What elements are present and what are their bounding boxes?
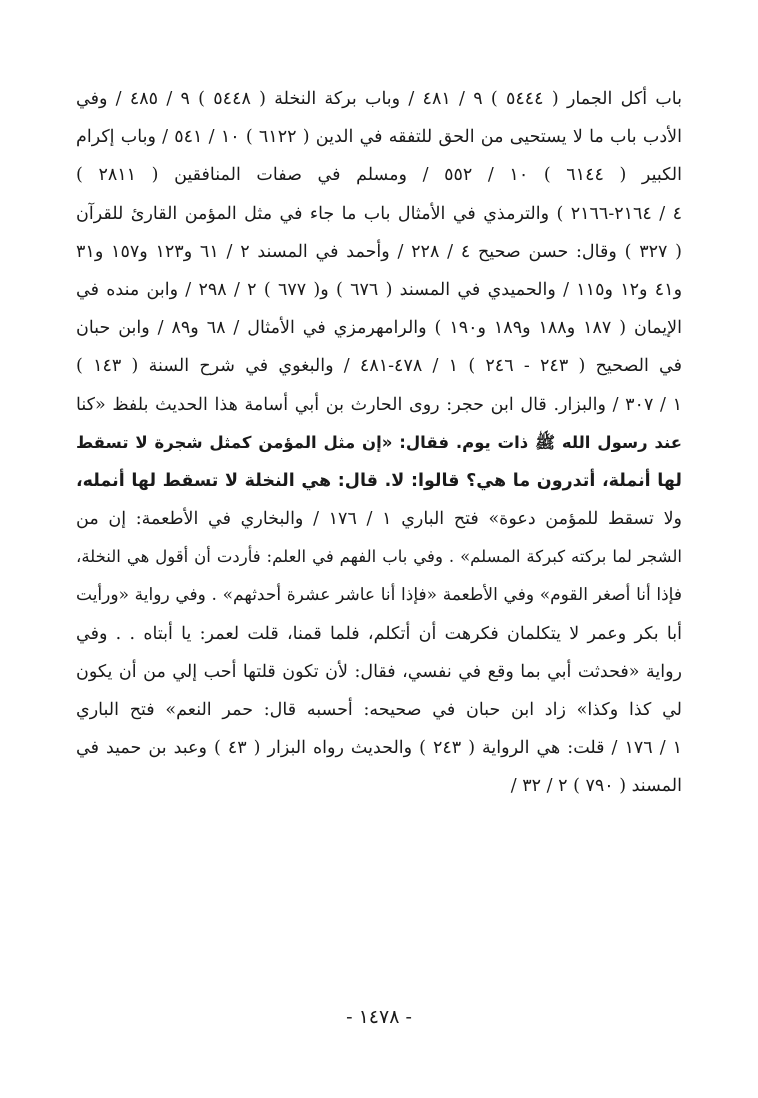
footnote-line: الأدب باب ما لا يستحيى من الحق للتفقه في الدين ( ٦١٢٢ ) ١٠ / ٥٤١ / وباب إكرام: [76, 127, 682, 148]
footnote-line: ( ٣٢٧ ) وقال: حسن صحيح ٤ / ٢٢٨ / وأحمد في المسند ٢ / ٦١ و١٢٣ و١٥٧ و٣١: [76, 241, 682, 262]
footnote-line: فإذا أنا أصغر القوم» وفي الأطعمة «فإذا أنا عاشر عشرة أحدثهم» . وفي رواية «ورأيت: [76, 585, 682, 606]
footnote-text-block: [76, 80, 682, 806]
footnote-line: أبا بكر وعمر لا يتكلمان فكرهت أن أتكلم، فلما قمنا، قلت لعمر: يا أبتاه . . وفي: [76, 623, 682, 644]
footnote-line: الشجر لما بركته كبركة المسلم» . وفي باب الفهم في العلم: فأردت أن أقول هي النخلة،: [76, 547, 682, 567]
footnote-line: ٤ / ٢١٦٤-٢١٦٦ ) والترمذي في الأمثال باب ما جاء في مثل المؤمن القارئ للقرآن: [76, 203, 682, 224]
footnote-line: ولا تسقط للمؤمن دعوة» فتح الباري ١ / ١٧٦ / والبخاري في الأطعمة: إن من: [76, 509, 682, 530]
footnote-line: رواية «فحدثت أبي بما وقع في نفسي، فقال: لأن تكون قلتها أحب إلي من أن يكون: [76, 661, 682, 682]
footnote-line: الإيمان ( ١٨٧ و١٨٨ و١٨٩ و١٩٠ ) والرامهرمزي في الأمثال / ٦٨ و٨٩ / وابن حبان: [76, 318, 682, 339]
footnote-line: لي كذا وكذا» زاد ابن حبان في صحيحه: أحسبه قال: حمر النعم» فتح الباري: [76, 700, 682, 720]
footnote-line: باب أكل الجمار ( ٥٤٤٤ ) ٩ / ٤٨١ / وباب بركة النخلة ( ٥٤٤٨ ) ٩ / ٤٨٥ / وفي: [76, 89, 682, 109]
footnote-line: ١ / ١٧٦ / قلت: هي الرواية ( ٢٤٣ ) والحديث رواه البزار ( ٤٣ ) وعبد بن حميد في: [76, 738, 682, 759]
footnote-line: الكبير ( ٦١٤٤ ) ١٠ / ٥٥٢ / ومسلم في صفات المنافقين ( ٢٨١١ ): [76, 165, 682, 186]
footnote-line: ١ / ٣٠٧ / والبزار. قال ابن حجر: روى الحارث بن أبي أسامة هذا الحديث بلفظ «كنا: [76, 394, 682, 415]
footnote-line: المسند ( ٧٩٠ ) ٢ / ٣٢ /: [510, 776, 682, 797]
hadith-quote-line: عند رسول الله ﷺ ذات يوم. فقال: «إن مثل المؤمن كمثل شجرة لا تسقط: [76, 432, 682, 452]
hadith-quote-line: لها أنملة، أتدرون ما هي؟ قالوا: لا. قال: هي النخلة لا تسقط لها أنمله،: [76, 470, 682, 491]
footnote-line: و٤١ و١٢ و١١٥ / والحميدي في المسند ( ٦٧٦ ) و( ٦٧٧ ) ٢ / ٢٩٨ / وابن منده في: [76, 279, 682, 300]
footnote-line: في الصحيح ( ٢٤٣ - ٢٤٦ ) ١ / ٤٧٨-٤٨١ / والبغوي في شرح السنة ( ١٤٣ ): [76, 356, 682, 377]
page-number: - ١٤٧٨ -: [346, 1006, 412, 1028]
